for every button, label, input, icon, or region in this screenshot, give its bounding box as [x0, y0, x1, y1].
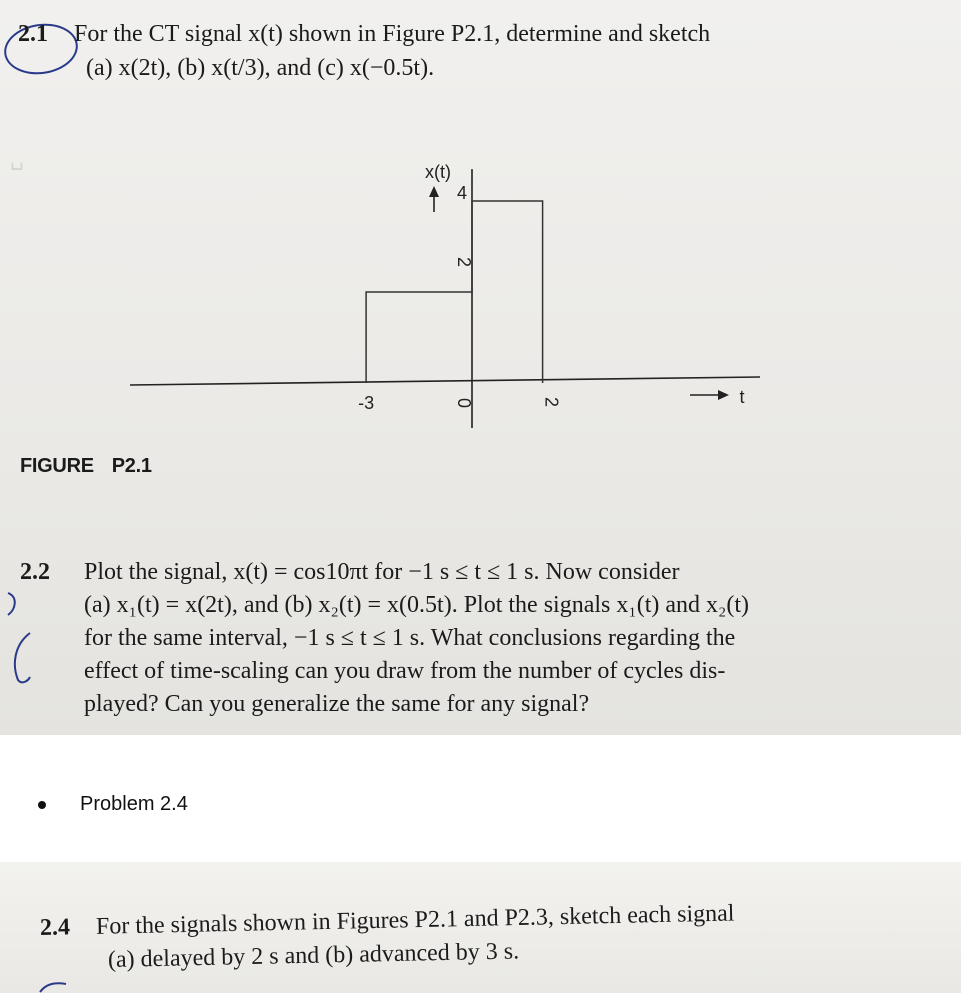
- x-tick-label: 0: [454, 397, 474, 409]
- x-axis-line: [130, 377, 760, 385]
- signal-plot: [366, 201, 542, 383]
- problem-2-4-line2: (a) delayed by 2 s and (b) advanced by 3 s.: [107, 938, 520, 973]
- figure-caption: [20, 455, 170, 478]
- problem-2-1-line2: (a) x(2t), (b) x(t/3), and (c) x(−0.5t).: [86, 55, 435, 81]
- signal-trace: [366, 201, 542, 383]
- bullet-icon: [38, 801, 46, 809]
- x-axis-label: t: [739, 387, 745, 407]
- problem-number: 2.1: [18, 21, 48, 47]
- pen-mark: [36, 978, 76, 993]
- y-tick-label: 4: [456, 183, 468, 203]
- x-tick-label: -3: [358, 393, 375, 413]
- problem-2-2-body: [84, 556, 749, 721]
- figure-labels: [358, 162, 744, 413]
- problem-number: 2.4: [39, 914, 71, 941]
- axes: [130, 169, 760, 428]
- x-tick-label: 2: [541, 396, 562, 408]
- figure-caption-label: FIGURE: [20, 455, 94, 477]
- problem-2-2-line: (a) x₁(t) = x(2t), and (b) x₂(t) = x(0.5t). Plot the signals x₁(t) and x₂(t): [84, 592, 750, 618]
- bullet-item: [38, 793, 188, 816]
- y-tick-label: 2: [454, 256, 474, 268]
- problem-2-2-line: effect of time-scaling can you draw from the number of cycles dis-: [84, 658, 726, 684]
- bullet-text: Problem 2.4: [80, 793, 188, 815]
- problem-text-line1: For the CT signal x(t) shown in Figure P2.1, determine and sketch: [74, 21, 711, 47]
- y-axis-label: x(t): [425, 162, 451, 182]
- problem-2-2-line: for the same interval, −1 s ≤ t ≤ 1 s. What conclusions regarding the: [84, 625, 736, 651]
- bleed-through-text: ␣: [10, 145, 24, 170]
- problem-2-2-line: played? Can you generalize the same for any signal?: [84, 691, 590, 717]
- figure-caption-id: P2.1: [111, 455, 152, 477]
- t-arrow-head: [718, 390, 729, 400]
- textbook-photo-bottom: [0, 862, 961, 993]
- problem-2-2-line: Plot the signal, x(t) = cos10πt for −1 s ≤ t ≤ 1 s. Now consider: [84, 559, 680, 585]
- problem-text-line1: For the signals shown in Figures P2.1 and P2.3, sketch each signal: [95, 900, 735, 940]
- pen-bracket-mark: [0, 585, 40, 695]
- y-axis-arrow-head: [429, 186, 439, 197]
- problem-number: 2.2: [20, 559, 50, 585]
